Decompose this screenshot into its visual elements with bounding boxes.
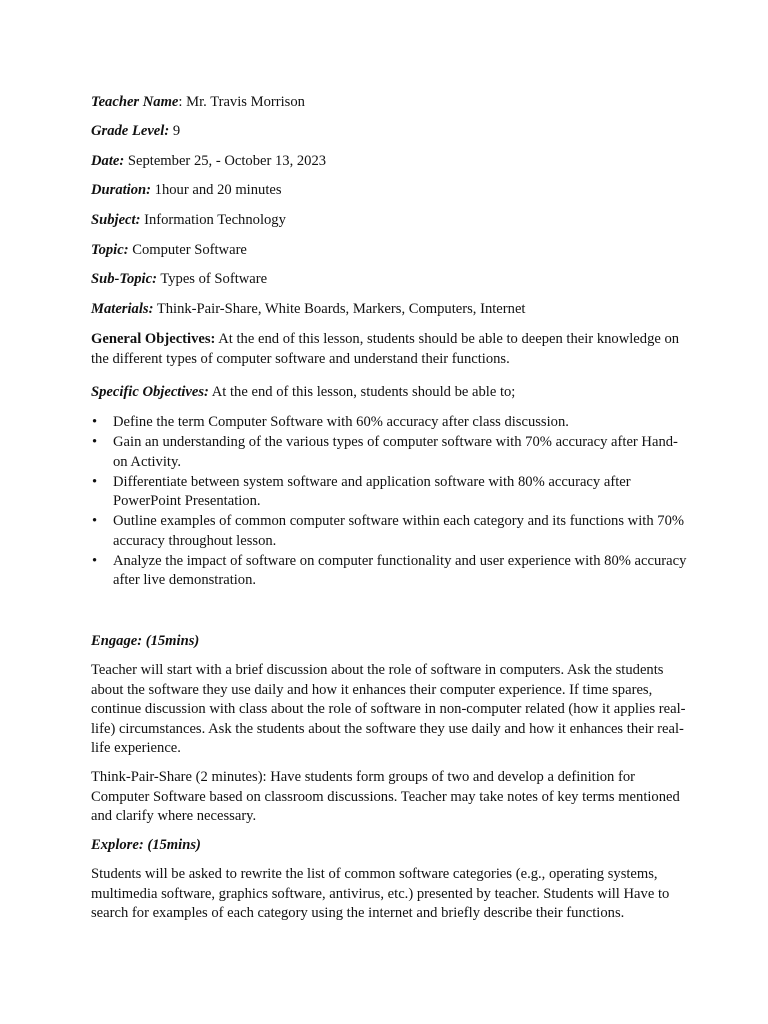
specific-objectives-label: Specific Objectives: bbox=[91, 384, 209, 400]
duration-line bbox=[91, 181, 282, 199]
bullet-icon: • bbox=[92, 552, 98, 569]
grade-level-line bbox=[91, 122, 180, 140]
date-label: Date: bbox=[91, 153, 125, 169]
materials-label: Materials: bbox=[91, 301, 154, 317]
list-item bbox=[91, 552, 691, 591]
bullet-icon: • bbox=[92, 473, 98, 490]
explore-paragraph: Students will be asked to rewrite the list of common software categories (e.g., operating systems, multimedia software, graphics software, antivirus, etc.) presented by teacher. Students will Have to search for examples of each category using the internet and briefly describe their functions. bbox=[91, 866, 670, 921]
list-item bbox=[91, 473, 691, 512]
bullet-icon: • bbox=[92, 434, 98, 450]
specific-objectives-text: At the end of this lesson, students should be able to; bbox=[208, 384, 516, 400]
general-objectives-text: At the end of this lesson, students should be able to deepen their knowledge on the different types of computer software and understand their functions. bbox=[91, 331, 680, 367]
specific-objectives-list bbox=[91, 413, 691, 591]
materials-value: Think-Pair-Share, White Boards, Markers, Computers, Internet bbox=[153, 301, 526, 317]
engage-heading: Engage: (15mins) bbox=[91, 633, 200, 649]
topic-label: Topic: bbox=[91, 242, 129, 258]
date-line bbox=[91, 152, 326, 170]
general-objectives-label: General Objectives: bbox=[91, 331, 216, 347]
subtopic-value: Types of Software bbox=[156, 271, 268, 287]
subtopic-line bbox=[91, 270, 267, 288]
topic-line bbox=[91, 241, 247, 259]
think-pair-share-paragraph: Think-Pair-Share (2 minutes): Have students form groups of two and develop a definition for Computer Software based on classroom discussions. Teacher may take notes of key terms mentioned and clarify where necessary. bbox=[91, 769, 680, 824]
list-item bbox=[91, 433, 691, 472]
general-objectives bbox=[91, 330, 691, 369]
subtopic-label: Sub-Topic: bbox=[91, 271, 157, 287]
teacher-name-value: : Mr. Travis Morrison bbox=[178, 94, 305, 110]
explore-heading: Explore: (15mins) bbox=[91, 837, 201, 853]
bullet-icon: • bbox=[92, 513, 98, 529]
list-item bbox=[91, 512, 691, 551]
list-item-text: Differentiate between system software and application software with 80% accuracy after PowerPoint Presentation. bbox=[113, 473, 631, 509]
list-item-text: Gain an understanding of the various types of computer software with 70% accuracy after Hand-on Activity. bbox=[113, 434, 678, 470]
list-item-text: Outline examples of common computer software within each category and its functions with 70% accuracy throughout lesson. bbox=[113, 513, 685, 549]
teacher-name-label: Teacher Name bbox=[91, 94, 179, 110]
teacher-name-line bbox=[91, 93, 305, 111]
engage-paragraph: Teacher will start with a brief discussion about the role of software in computers. Ask the students about the software they use daily and how it enhances their computer experience. If time spares, continue discussion with class about the role of software in non-computer related (how it applies real-life) circumstances. Ask the students about the software they use daily and how it enhances their real-life experience. bbox=[91, 662, 686, 756]
date-value: September 25, - October 13, 2023 bbox=[124, 153, 327, 169]
subject-line bbox=[91, 211, 286, 229]
grade-level-value: 9 bbox=[169, 123, 181, 139]
list-item-text: Define the term Computer Software with 60% accuracy after class discussion. bbox=[113, 414, 569, 430]
duration-value: 1hour and 20 minutes bbox=[151, 182, 282, 198]
duration-label: Duration: bbox=[91, 182, 152, 198]
specific-objectives bbox=[91, 383, 691, 403]
subject-label: Subject: bbox=[91, 212, 141, 228]
bullet-icon: • bbox=[92, 414, 98, 430]
subject-value: Information Technology bbox=[140, 212, 286, 228]
grade-level-label: Grade Level: bbox=[91, 123, 170, 139]
list-item bbox=[91, 413, 691, 433]
materials-line bbox=[91, 300, 525, 318]
topic-value: Computer Software bbox=[128, 242, 247, 258]
list-item-text: Analyze the impact of software on computer functionality and user experience with 80% accuracy after live demonstration. bbox=[113, 552, 687, 588]
